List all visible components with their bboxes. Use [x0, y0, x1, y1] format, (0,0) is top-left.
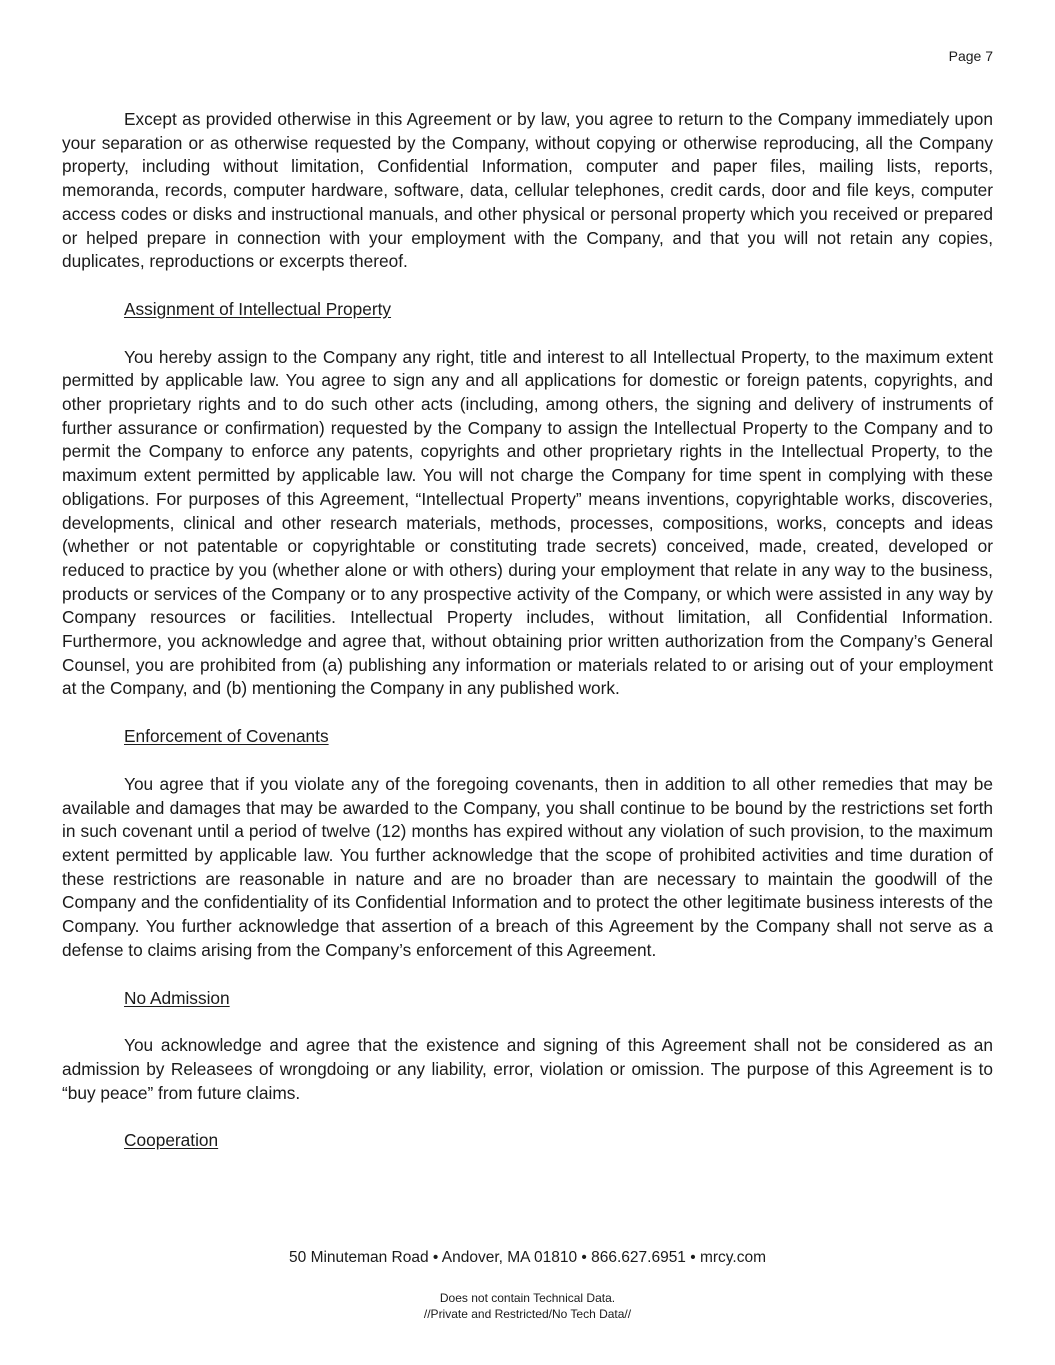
- section-heading-intellectual-property: Assignment of Intellectual Property: [124, 298, 392, 319]
- section-heading-enforcement: Enforcement of Covenants: [124, 726, 329, 747]
- footer-note-classification: //Private and Restricted/No Tech Data//: [423, 1307, 632, 1321]
- return-of-property-paragraph: Except as provided otherwise in this Agreement or by law, you agree to return to the Company immediately upon your separation or as otherwise requested by the Company, without copying or otherwise reproducing, all the Company property, including without limitation, Confidential Information, computer and paper files, mailing lists, reports, memoranda, records, computer hardware, software, data, cellular telephones, credit cards, door and file keys, computer access codes or disks and instructional manuals, and other physical or personal property which you received or prepared or helped prepare in connection with your employment with the Company, and that you will not retain any copies, duplicates, reproductions or excerpts thereof.: [62, 109, 993, 272]
- no-admission-paragraph: You acknowledge and agree that the existence and signing of this Agreement shall not be considered as an admission by Releasees of wrongdoing or any liability, error, violation or omission. The purpose of this Agreement is to “buy peace” from future claims.: [62, 1035, 993, 1103]
- section-heading-cooperation: Cooperation: [124, 1130, 219, 1151]
- footer-address: 50 Minuteman Road • Andover, MA 01810 • 866.627.6951 • mrcy.com: [289, 1249, 766, 1266]
- enforcement-paragraph: You agree that if you violate any of the foregoing covenants, then in addition to all other remedies that may be available and damages that may be awarded to the Company, you shall continue to be bound by the restrictions set forth in such covenant until a period of twelve (12) months has expired without any violation of such provision, to the maximum extent permitted by applicable law. You further acknowledge that the scope of prohibited activities and time duration of these restrictions are reasonable in nature and are no broader than are necessary to maintain the goodwill of the Company and the confidentiality of its Confidential Information and to protect the other legitimate business interests of the Company. You further acknowledge that assertion of a breach of this Agreement by the Company shall not serve as a defense to claims arising from the Company’s enforcement of this Agreement.: [62, 773, 993, 960]
- footer-note-technical-data: Does not contain Technical Data.: [439, 1291, 616, 1305]
- document-body: [62, 108, 993, 1177]
- page-number: Page 7: [948, 48, 993, 64]
- intellectual-property-paragraph: You hereby assign to the Company any right, title and interest to all Intellectual Property, to the maximum extent permitted by applicable law. You agree to sign any and all applications for domestic or foreign patents, copyrights, and other proprietary rights and to do such other acts (including, among others, the signing and delivery of instruments of further assurance or confirmation) requested by the Company to assign the Intellectual Property to the Company and to permit the Company to enforce any patents, copyrights and other proprietary rights in the Intellectual Property, to the maximum extent permitted by applicable law. You will not charge the Company for time spent in complying with these obligations. For purposes of this Agreement, “Intellectual Property” means inventions, copyrightable works, discoveries, developments, clinical and other research materials, methods, processes, compositions, works, concepts and ideas (whether or not patentable or copyrightable or constituting trade secrets) conceived, made, created, developed or reduced to practice by you (whether alone or with others) during your employment that relate in any way to the business, products or services of the Company or to any prospective activity of the Company, or which were assisted in any way by Company resources or facilities. Intellectual Property includes, without limitation, all Confidential Information. Furthermore, you acknowledge and agree that, without obtaining prior written authorization from the Company’s General Counsel, you are prohibited from (a) publishing any information or materials related to or arising out of your employment at the Company, and (b) mentioning the Company in any published work.: [62, 346, 993, 699]
- section-heading-no-admission: No Admission: [124, 987, 230, 1008]
